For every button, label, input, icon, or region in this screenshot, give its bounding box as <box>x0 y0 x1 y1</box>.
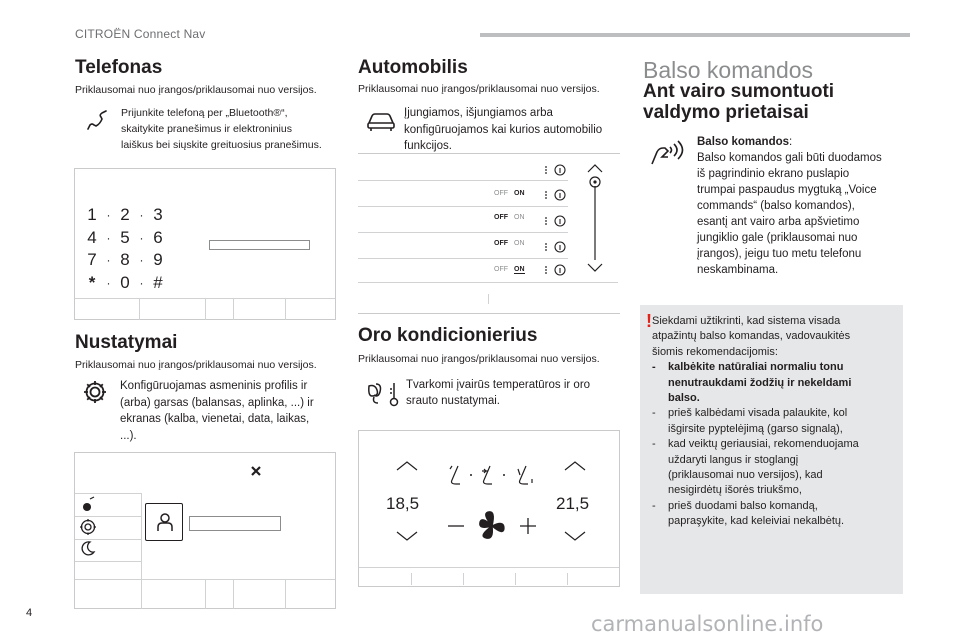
car-icon <box>366 110 396 132</box>
header-rule <box>480 33 910 37</box>
text-line: Konfigūruojamas asmeninis profilis ir <box>120 380 308 392</box>
voice-command-icon <box>648 138 684 168</box>
key-sep: · <box>106 275 111 290</box>
text-line: ...). <box>120 429 137 442</box>
profile-name-field <box>189 516 281 531</box>
dash: - <box>652 499 656 512</box>
warning-item-line: nenutraukdami žodžių ir nekeldami <box>668 376 852 389</box>
automobilis-heading: Automobilis <box>358 57 468 78</box>
key-6: 6 <box>153 227 163 247</box>
temp-left-up-icon[interactable] <box>395 460 419 472</box>
toggle-on-label: ON <box>514 240 525 247</box>
text-line: commands“ (balso komandos), <box>697 200 855 212</box>
warning-item-line: išgirsite pyptelėjimą (garso signalą), <box>668 422 843 435</box>
close-icon[interactable] <box>250 465 262 477</box>
balso-title: Balso komandos <box>643 57 814 83</box>
warning-intro-line: šiomis rekomendacijomis: <box>652 345 778 358</box>
toggle-row-3[interactable] <box>494 240 525 247</box>
key-1: 1 <box>87 205 97 224</box>
text-line: Tvarkomi įvairūs temperatūros ir oro <box>406 379 591 391</box>
info-icon-column <box>540 161 570 281</box>
warning-item-line: prieš kalbėdami visada palaukite, kol <box>668 407 848 420</box>
toggle-off-label: OFF <box>494 190 508 197</box>
warning-item-line: uždaryti langus ir stoglangį <box>668 453 799 466</box>
text-line: esantį ant vairo arba apšvietimo <box>697 216 860 228</box>
key-5: 5 <box>120 227 130 247</box>
user-profile-button[interactable] <box>145 503 183 541</box>
balso-label-suffix: : <box>789 136 793 148</box>
warning-item-line: papraşykite, kad keleiviai nekalbėtų. <box>668 515 845 528</box>
airflow-direction-icons[interactable] <box>444 461 540 491</box>
warning-item-line: balso. <box>668 392 700 405</box>
text-line: jungiklio gale (priklausomai nuo <box>697 232 858 244</box>
toggle-off-label: OFF <box>494 214 508 221</box>
warning-item <box>652 437 899 499</box>
telefonas-text <box>121 105 322 153</box>
dash: - <box>652 407 656 420</box>
key-9: 9 <box>153 250 163 269</box>
phone-keypad <box>86 204 164 294</box>
key-3: 3 <box>153 205 163 224</box>
header-title: CITROËN Connect Nav <box>75 27 206 41</box>
gear-icon <box>82 379 108 405</box>
oro-subtitle: Priklausomai nuo įrangos/priklausomai nuo versijos. <box>358 353 600 365</box>
toggle-on-label: ON <box>514 266 525 273</box>
temperature-right: 21,5 <box>556 494 590 513</box>
text-line: įrangos), jeigu tuo metu telefonu <box>697 248 862 260</box>
warning-item-line: kad veiktų geriausiai, rekomenduojama <box>668 438 859 451</box>
nustatymai-text <box>120 378 314 444</box>
telefonas-heading: Telefonas <box>75 57 163 78</box>
temperature-left: 18,5 <box>386 494 420 513</box>
key-sep: · <box>139 208 144 222</box>
dash: - <box>652 361 656 374</box>
key-4: 4 <box>87 227 97 247</box>
key-hash: # <box>153 272 163 292</box>
key-star: * <box>88 272 96 292</box>
warning-item-line: (priklausomai nuo versijos), kad <box>668 469 823 482</box>
toggle-row-1[interactable] <box>494 190 525 197</box>
warning-item-line: kalbėkite natūraliai normaliu tonu <box>668 361 844 374</box>
toggle-off-label: OFF <box>494 240 508 247</box>
vehicle-screen-illustration <box>358 153 620 314</box>
phone-number-field <box>209 240 310 250</box>
oro-heading: Oro kondicionierius <box>358 325 538 346</box>
vertical-scrollbar[interactable] <box>585 164 605 274</box>
temp-right-down-icon[interactable] <box>563 530 587 542</box>
warning-item-line: nesigirdėtų išorės triukšmo, <box>668 484 802 497</box>
toggle-row-4[interactable] <box>494 266 525 274</box>
warning-intro-line: atpažintų balso komandas, vadovaukitės <box>652 330 851 343</box>
temp-right-up-icon[interactable] <box>563 460 587 472</box>
text-line: Balso komandos gali būti duodamos <box>697 152 882 164</box>
key-sep: · <box>139 253 144 267</box>
warning-item <box>652 360 899 406</box>
warning-item <box>652 406 899 437</box>
telefonas-subtitle: Priklausomai nuo įrangos/priklausomai nuo versijos. <box>75 84 317 96</box>
text-line: konfigūruojamos kai kurios automobilio <box>404 123 603 136</box>
warning-intro-line: Siekdami užtikrinti, kad sistema visada <box>652 315 841 327</box>
toggle-row-2[interactable] <box>494 214 525 221</box>
warning-icon: ! <box>646 311 652 331</box>
fan-speed-control[interactable] <box>444 508 540 544</box>
key-8: 8 <box>120 250 130 269</box>
balso-subtitle: Ant vairo sumontuoti valdymo prietaisai <box>643 81 835 123</box>
phone-icon <box>84 107 110 133</box>
text-line: (arba) garsas (balansas, aplinka, ...) ir <box>120 396 314 409</box>
key-sep: · <box>106 253 111 267</box>
nustatymai-heading: Nustatymai <box>75 332 178 353</box>
nustatymai-subtitle: Priklausomai nuo įrangos/priklausomai nuo versijos. <box>75 359 317 371</box>
night-mode-icon <box>80 540 96 556</box>
key-sep: · <box>106 230 111 245</box>
balso-label: Balso komandos <box>697 136 790 148</box>
key-sep: · <box>139 275 144 290</box>
key-7: 7 <box>87 250 97 269</box>
text-line: laiškus bei siųskite greituosius pranešimus. <box>121 139 322 151</box>
text-line: funkcijos. <box>404 140 452 152</box>
profile-icon <box>80 496 96 512</box>
automobilis-subtitle: Priklausomai nuo įrangos/priklausomai nuo versijos. <box>358 83 600 95</box>
warning-text <box>652 314 899 530</box>
temp-left-down-icon[interactable] <box>395 530 419 542</box>
toggle-on-label: ON <box>514 214 525 221</box>
warning-item-line: prieš duodami balso komandą, <box>668 499 818 512</box>
climate-icon <box>366 380 402 408</box>
text-line: Prijunkite telefoną per „Bluetooth®“, <box>121 107 288 119</box>
balso-text <box>697 134 882 278</box>
key-sep: · <box>139 230 144 245</box>
key-2: 2 <box>120 205 130 224</box>
toggle-off-label: OFF <box>494 266 508 273</box>
toggle-on-label: ON <box>514 190 525 197</box>
page-number: 4 <box>26 607 33 619</box>
text-line: neskambinama. <box>697 264 779 276</box>
dash: - <box>652 438 656 451</box>
watermark: carmanualsonline.info <box>591 612 824 636</box>
text-line: skaitykite pranešimus ir elektroninius <box>121 123 292 135</box>
text-line: iš pagrindinio ekrano puslapio <box>697 168 850 180</box>
automobilis-text <box>404 105 602 155</box>
oro-text <box>406 377 590 409</box>
key-0: 0 <box>120 272 130 292</box>
text-line: Įjungiamos, išjungiamos arba <box>404 107 553 119</box>
balso-label-line <box>697 134 882 150</box>
text-line: ekranas (kalba, vienetai, data, laikas, <box>120 413 310 425</box>
text-line: srauto nustatymai. <box>406 395 500 407</box>
key-sep: · <box>106 208 111 222</box>
text-line: trumpai paspaudus mygtuką „Voice <box>697 184 877 196</box>
warning-item <box>652 499 899 530</box>
settings-icon <box>79 518 97 536</box>
